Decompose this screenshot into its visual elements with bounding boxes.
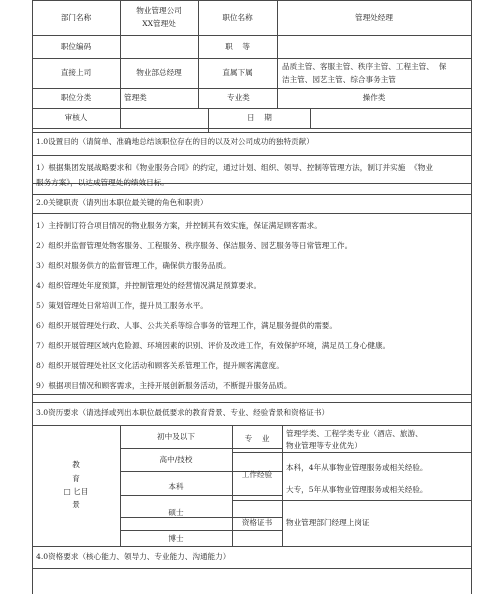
- rule: [471, 0, 472, 594]
- rule: [208, 128, 209, 132]
- competency-heading: 4.0资格要求（核心能力、领导力、专业能力、沟通能力）: [36, 552, 231, 561]
- rule: [32, 35, 472, 36]
- duty-item: 3）组织对服务供方的监督管理工作，确保供方服务品质。: [36, 261, 231, 270]
- direct-superior-label: 直接上司: [60, 68, 92, 77]
- grade-label: 职 等: [225, 42, 250, 51]
- duty-item: 2）组织并监督管理处物客服务、工程服务、秩序服务、保洁服务、园艺服务等日常管理工作。: [36, 241, 353, 250]
- category-operation: 操作类: [362, 93, 386, 102]
- duty-item: 4）组织管理处年度预算，并控制管理处的经营情况满足预算要求。: [36, 281, 262, 290]
- rule: [32, 88, 472, 89]
- certificate-value: 物业管理部门经理上岗证: [286, 518, 370, 527]
- rule: [32, 132, 472, 133]
- major-line2: 物业管理等专业优先）: [286, 441, 362, 450]
- date-label: 日 期: [247, 113, 272, 122]
- purpose-heading: 1.0设置目的（请简单、准确地总结该职位存在的目的以及对公司成功的独特贡献）: [36, 137, 314, 146]
- direct-subordinates-line1: 品质主管、客服主管、秩序主管、工程主管、 保: [282, 62, 447, 71]
- duty-item: 8）组织开展管理处社区文化活动和顾客关系管理工作，提升顾客满意度。: [36, 361, 284, 370]
- education-level: 博士: [168, 534, 184, 543]
- rule: [32, 425, 472, 426]
- education-label-char: 教: [72, 460, 80, 469]
- duty-item: 7）组织开展管理区域内危险源、环境因素的识别、评价及改进工作，有效保护环境，满足员工身心健康。: [36, 341, 391, 350]
- rule: [32, 213, 472, 214]
- rule: [208, 108, 209, 128]
- certificate-label: 资格证书: [241, 518, 273, 527]
- qualifications-heading: 3.0资历要求（请选择或列出本职位最低要求的教育背景、专业、经验背景和资格证书）: [36, 408, 330, 417]
- experience-label: 工作经验: [241, 470, 273, 479]
- reviewer-label: 审核人: [64, 113, 88, 122]
- category-management: 管理类: [124, 93, 147, 102]
- rule: [120, 530, 282, 531]
- education-level: 硕士: [168, 508, 184, 517]
- rule: [32, 128, 472, 129]
- education-mark: □ 匕目: [63, 487, 89, 496]
- position-code-label: 职位编码: [60, 42, 92, 51]
- education-label-char: 景: [72, 500, 80, 509]
- dept-label: 部门名称: [60, 13, 92, 22]
- purpose-line2: 服务方案》，以达成管理处的绩效目标。: [36, 178, 169, 187]
- duties-heading: 2.0关键职责（请列出本职位最关键的角色和职责）: [36, 198, 208, 207]
- duty-item: 1）主持制订符合项目情况的物业服务方案，并控制其有效实施，保证满足顾客需求。: [36, 221, 322, 230]
- rule: [32, 568, 472, 569]
- direct-subordinates-label: 直属下属: [222, 68, 253, 77]
- position-name-value: 管理处经理: [355, 13, 393, 22]
- education-level: 本科: [168, 482, 184, 491]
- rule: [32, 194, 472, 195]
- rule: [32, 58, 472, 59]
- rule: [120, 448, 282, 449]
- major-line1: 管理学类、工程学类专业（酒店、旅游、: [286, 429, 423, 438]
- education-level: 高中/技校: [159, 455, 193, 464]
- rule: [282, 425, 283, 546]
- major-label: 专 业: [244, 434, 270, 443]
- education-level: 初中及以下: [157, 432, 195, 441]
- job-description-form: [32, 0, 472, 594]
- dept-value-office: XX管理处: [142, 19, 176, 28]
- rule: [232, 500, 472, 501]
- rule: [32, 155, 472, 156]
- rule: [32, 0, 472, 1]
- rule: [32, 108, 472, 109]
- category-label: 职位分类: [60, 93, 92, 102]
- rule: [120, 495, 282, 496]
- dept-value-company: 物业管理公司: [136, 6, 182, 15]
- purpose-line1: 1）根据集团发展战略要求和《物业服务合同》的约定，通过计划、组织、领导、控制等管理方法，制订并实施 《物业: [36, 163, 433, 172]
- direct-superior-value: 物业部总经理: [136, 68, 182, 77]
- rule: [32, 402, 472, 403]
- duty-item: 6）组织开展管理处行政、人事、公共关系等综合事务的管理工作，满足服务提供的需要。: [36, 321, 337, 330]
- experience-line1: 本科，4年从事物业管理服务或相关经验。: [286, 463, 428, 472]
- rule: [310, 108, 311, 128]
- duty-item: 5）策划管理处日常培训工作，提升员工服务水平。: [36, 301, 208, 310]
- rule: [232, 452, 472, 453]
- education-label-char: 育: [72, 474, 80, 483]
- rule: [32, 546, 472, 547]
- category-professional: 专业类: [227, 93, 250, 102]
- position-name-label: 职位名称: [222, 13, 253, 22]
- rule: [32, 394, 472, 395]
- experience-line2: 大专，5年从事物业管理服务或相关经验。: [286, 485, 428, 494]
- direct-subordinates-line2: 洁主管、园艺主管、综合事务主管: [282, 75, 396, 84]
- duty-item: 9）根据项目情况和顾客需求，主持开展创新服务活动，不断提升服务品质。: [36, 381, 292, 390]
